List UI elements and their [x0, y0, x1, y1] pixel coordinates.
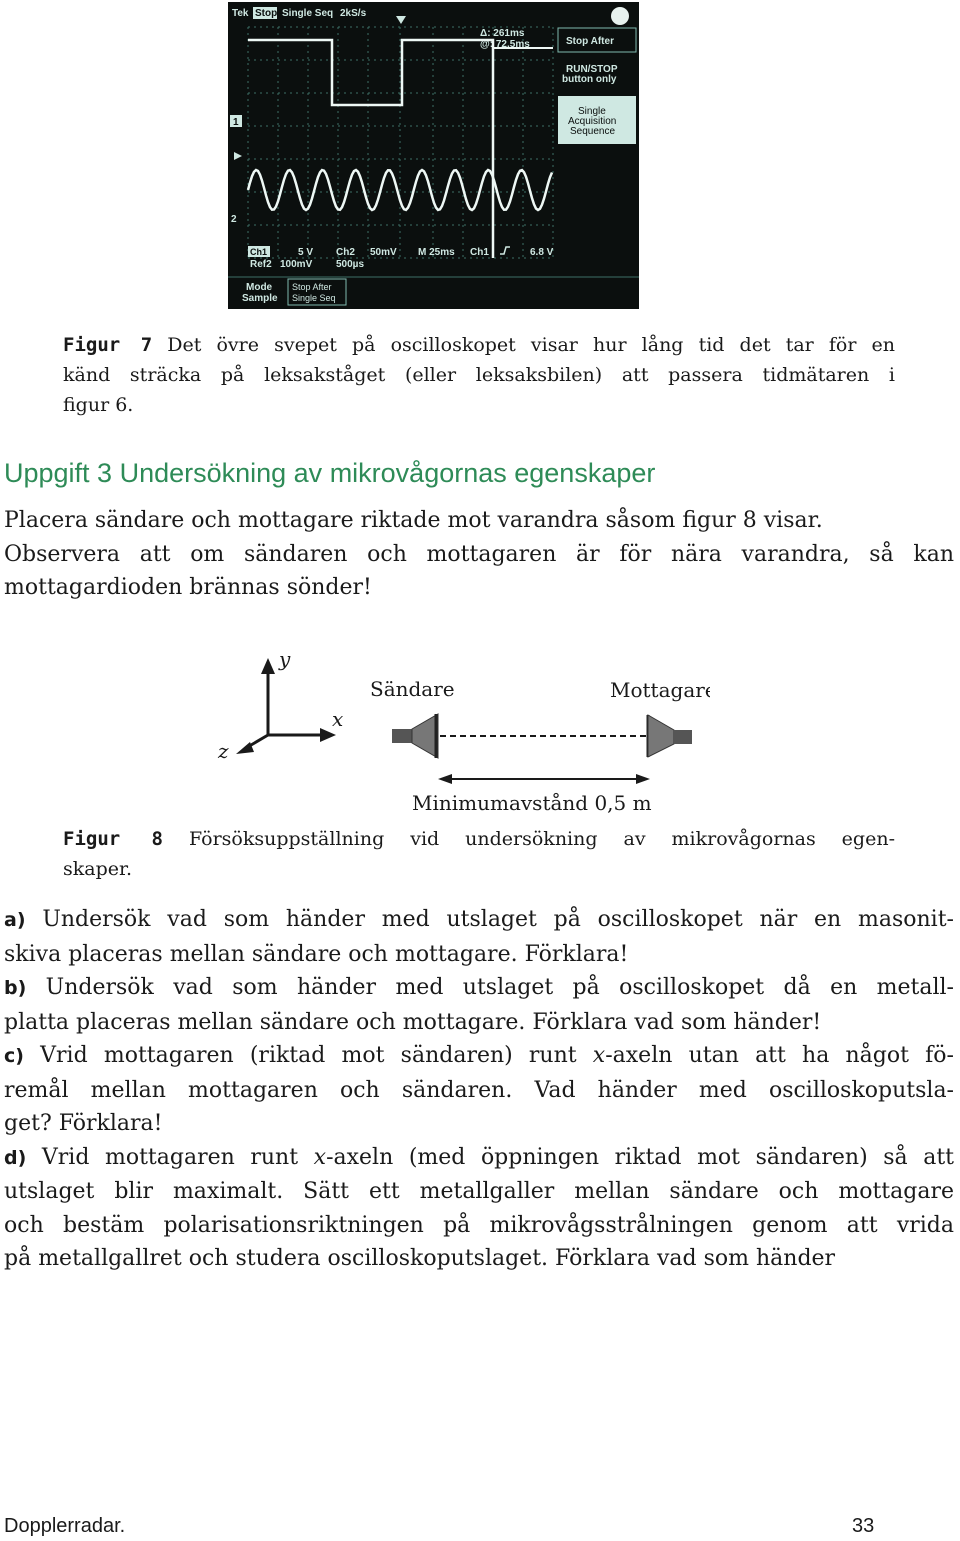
figure7-line3: figur 6. — [63, 394, 134, 416]
scope-ch1-volts: 5 V — [298, 247, 314, 258]
scope-rate: 2kS/s — [340, 8, 367, 19]
scope-trigger-level: 6.8 V — [530, 247, 554, 258]
question-c-line1: c) Vrid mottagaren (riktad mot sändaren) runt x-axeln utan att ha något fö- — [4, 1043, 954, 1068]
scope-ref2: Ref2 — [250, 259, 272, 270]
scope-timebase: M 25ms — [418, 247, 455, 258]
task-line2: Observera att om sändaren och mottagaren är för nära varandra, så kan — [4, 541, 954, 567]
question-a-line2: skiva placeras mellan sändare och mottagare. Förklara! — [4, 941, 629, 967]
figure8-line1: Figur 8 Försöksuppställning vid undersökning av mikrovågornas egen- — [63, 828, 895, 850]
menu-single-1: Single — [578, 106, 606, 117]
question-d-line4: på metallgallret och studera oscilloskoputslaget. Förklara vad som händer — [4, 1246, 836, 1271]
figure8-caption — [63, 824, 895, 884]
scope-trigger-src: Ch1 — [470, 247, 489, 258]
question-b-line2: platta placeras mellan sändare och mottagare. Förklara vad som händer! — [4, 1009, 822, 1035]
footer-title: Dopplerradar. — [4, 1515, 126, 1537]
page-number: 33 — [852, 1515, 875, 1537]
scope-ref2-volts: 100mV — [280, 259, 313, 270]
question-d-line2: utslaget blir maximalt. Sätt ett metallgaller mellan sändare och mottagare — [4, 1179, 954, 1204]
figure8-svg — [210, 640, 710, 820]
question-d-line1: d) Vrid mottagaren runt x-axeln (med öppningen riktad mot sändaren) så att — [4, 1144, 955, 1170]
scope-ch2-volts: 50mV — [370, 247, 397, 258]
menu-single-3: Sequence — [570, 126, 616, 137]
receiver-horn-icon — [648, 715, 692, 757]
task-line3: mottagardioden brännas sönder! — [4, 575, 372, 600]
question-c-line2: remål mellan mottagaren och sändaren. Vad händer med oscilloskoputsla- — [4, 1077, 954, 1103]
question-b-line1: b) Undersök vad som händer med utslaget på oscilloskopet då en metall- — [4, 975, 954, 1000]
scope-ch2-time: 500µs — [336, 259, 365, 270]
bottom-mode-2: Sample — [242, 293, 278, 304]
figure7-label: Figur 7 — [63, 334, 153, 356]
y-axis-arrow-icon — [261, 658, 275, 674]
scope-ch2: Ch2 — [336, 247, 355, 258]
menu-single-2: Acquisition — [568, 116, 617, 127]
question-a-label: a) — [4, 909, 26, 931]
figure7-line2: känd sträcka på leksakståget (eller leksaksbilen) att passera tidmätaren i — [63, 364, 895, 386]
task-heading: Uppgift 3 Undersökning av mikrovågornas egenskaper — [4, 458, 656, 488]
question-c-line3: get? Förklara! — [4, 1111, 163, 1136]
figure8-line2: skaper. — [63, 858, 133, 880]
scope-at-time: @: 72.5ms — [480, 39, 530, 50]
scope-status: Stop — [255, 8, 278, 19]
distance-arrow-right-icon — [636, 774, 650, 784]
question-b-label: b) — [4, 977, 27, 999]
axis-x-label: x — [332, 707, 344, 731]
ch2-marker: 2 — [231, 214, 237, 225]
task-line1: Placera sändare och mottagare riktade mot varandra såsom figur 8 visar. — [4, 508, 823, 533]
menu-run-stop-2: button only — [562, 74, 617, 85]
task-body — [4, 504, 954, 605]
scope-mode: Single Seq — [282, 8, 334, 19]
question-c-label: c) — [4, 1045, 24, 1067]
menu-run-stop-1: RUN/STOP — [566, 64, 618, 75]
distance-label: Minimumavstånd 0,5 m — [412, 791, 652, 815]
distance-arrow-left-icon — [438, 774, 452, 784]
receiver-label: Mottagare — [610, 678, 710, 702]
figure7-line1: Figur 7 Det övre svepet på oscilloskopet visar hur lång tid det tar för en — [63, 334, 896, 356]
oscilloscope-photo — [228, 2, 639, 309]
scope-delta-time: Δ: 261ms — [480, 28, 525, 39]
oscilloscope-screen — [228, 2, 639, 309]
question-d-line3: och bestäm polarisationsriktningen på mikrovågsstrålningen genom att vrida — [4, 1212, 954, 1238]
menu-stop-after: Stop After — [566, 36, 614, 47]
sender-horn-icon — [392, 714, 438, 758]
bottom-stop-1: Stop After — [292, 282, 332, 292]
bottom-stop-2: Single Seq — [292, 293, 336, 303]
axis-z-label: z — [218, 739, 229, 763]
scope-brand: Tek — [232, 8, 249, 19]
figure7-caption — [63, 330, 895, 420]
question-d-label: d) — [4, 1146, 27, 1169]
sender-label: Sändare — [370, 677, 455, 701]
figure8-diagram — [210, 640, 710, 820]
questions — [4, 903, 954, 1276]
scope-ch1: Ch1 — [250, 247, 268, 257]
bottom-mode-1: Mode — [246, 282, 273, 293]
axis-y-label: y — [279, 647, 291, 671]
ch1-marker: 1 — [233, 117, 239, 128]
indicator-icon — [611, 7, 629, 25]
figure8-label: Figur 8 — [63, 828, 164, 850]
question-a-line1: a) Undersök vad som händer med utslaget på oscilloskopet när en masonit- — [4, 907, 954, 932]
